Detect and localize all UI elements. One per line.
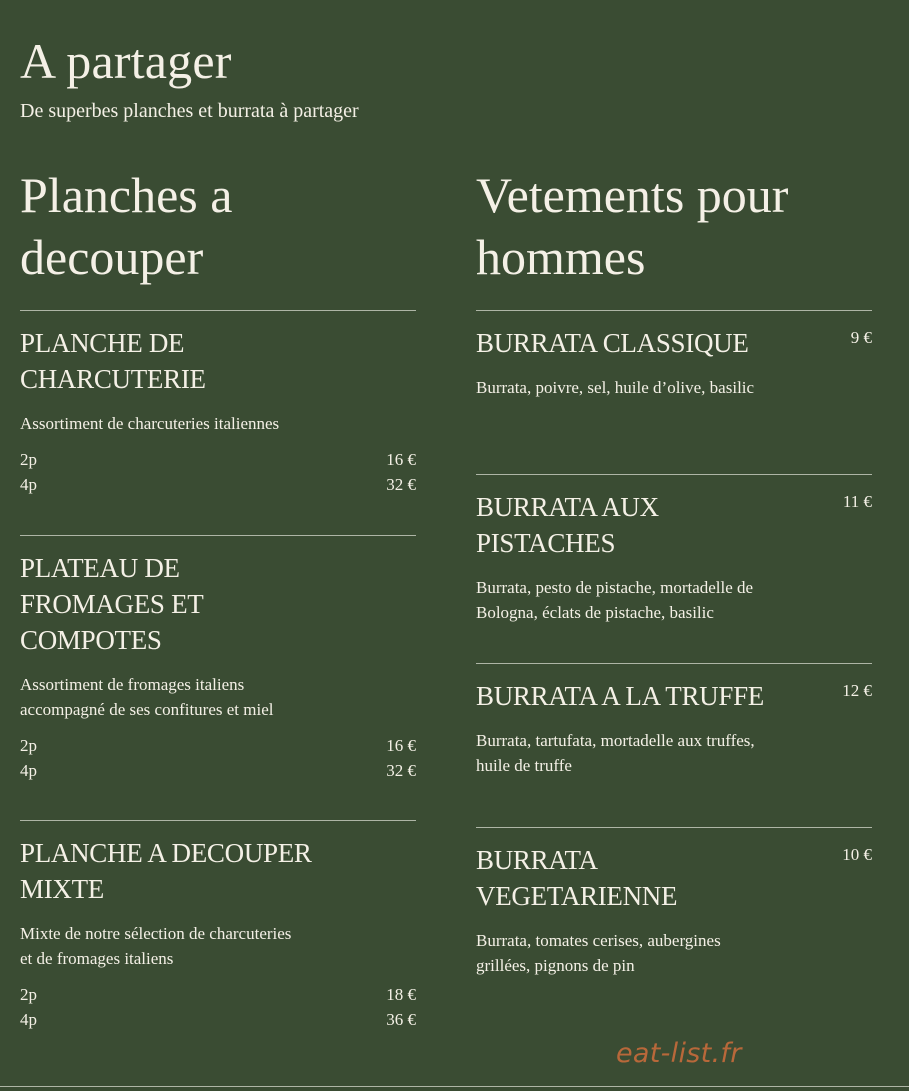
burrata-section [476,162,872,978]
portion-list [20,733,416,783]
item-name: BURRATA CLASSIQUE [476,328,749,358]
portion-row [20,982,416,1007]
portion-price: 32 € [386,761,416,780]
menu-item-burrata-classique [476,311,872,475]
item-description: Assortiment de fromages italiens accompagné de ses confitures et miel [20,675,274,719]
portion-row [20,733,416,758]
item-name: BURRATA VEGETARIENNE [476,845,678,911]
bottom-divider [0,1086,909,1087]
section-title-planches: Planches a decouper [20,162,416,311]
item-description: Burrata, tomates cerises, aubergines grillées, pignons de pin [476,931,721,975]
item-price: 11 € [842,492,872,511]
menu-item-plateau-fromages [20,536,416,821]
item-name: BURRATA A LA TRUFFE [476,681,764,711]
menu-item-planche-charcuterie [20,311,416,536]
item-name: PLANCHE DE CHARCUTERIE [20,328,206,394]
item-description: Burrata, poivre, sel, huile d’olive, basilic [476,378,755,397]
portion-size: 4p [20,475,37,494]
portion-size: 2p [20,985,37,1004]
portion-price: 32 € [386,475,416,494]
portion-row [20,1007,416,1032]
item-description: Burrata, tartufata, mortadelle aux truffes, huile de truffe [476,731,755,775]
item-price: 12 € [842,681,872,700]
item-name: PLANCHE A DECOUPER MIXTE [20,838,312,904]
portion-row [20,447,416,472]
portion-size: 4p [20,761,37,780]
item-description: Assortiment de charcuteries italiennes [20,414,280,433]
portion-row [20,758,416,783]
item-price: 9 € [850,328,872,347]
page-title: A partager [20,33,232,89]
portion-list [20,982,416,1032]
section-title-vetements: Vetements pour hommes [476,162,872,311]
portion-row [20,472,416,497]
watermark: eat-list.fr [616,1038,742,1069]
page-subtitle: De superbes planches et burrata à partager [20,100,359,122]
portion-price: 16 € [386,736,416,755]
item-description: Burrata, pesto de pistache, mortadelle de Bologna, éclats de pistache, basilic [476,578,754,622]
item-description: Mixte de notre sélection de charcuteries et de fromages italiens [20,924,292,968]
item-price: 10 € [842,845,872,864]
item-name: BURRATA AUX PISTACHES [476,492,659,558]
portion-size: 4p [20,1010,37,1029]
portion-size: 2p [20,736,37,755]
menu-item-burrata-truffe [476,664,872,828]
portion-price: 36 € [386,1010,416,1029]
item-name: PLATEAU DE FROMAGES ET COMPOTES [20,553,203,655]
menu-item-planche-mixte [20,821,416,1032]
planches-section [20,162,416,1032]
portion-list [20,447,416,497]
portion-size: 2p [20,450,37,469]
portion-price: 16 € [386,450,416,469]
menu-item-burrata-vegetarienne [476,828,872,978]
portion-price: 18 € [386,985,416,1004]
menu-item-burrata-pistaches [476,475,872,664]
